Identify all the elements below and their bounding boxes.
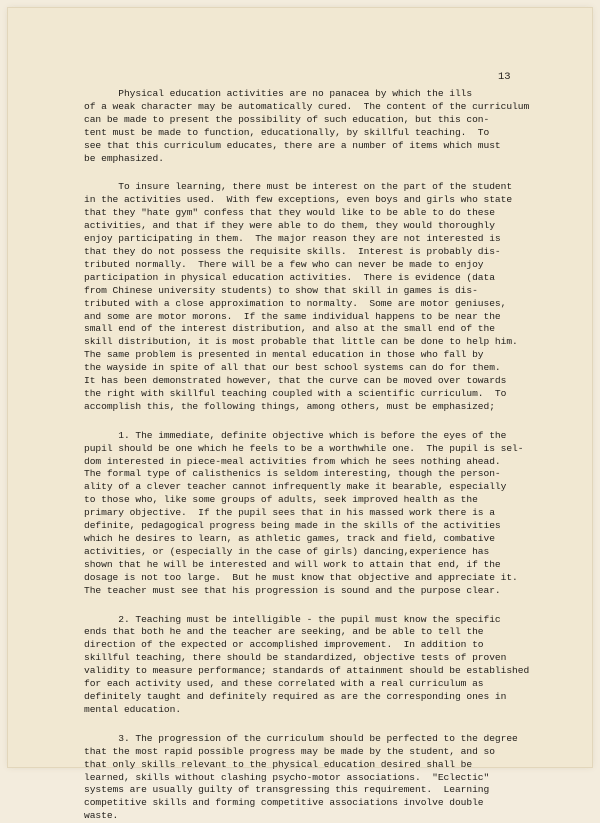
text-line: dom interested in piece-meal activities from which he sees nothing ahead. <box>84 455 501 467</box>
text-line: The teacher must see that his progression is sound and the purpose clear. <box>84 584 501 596</box>
paragraph-item-2 <box>84 614 554 717</box>
text-line: To insure learning, there must be interest on the part of the student <box>84 181 513 193</box>
text-line: 1. The immediate, definite objective which is before the eyes of the <box>84 429 507 441</box>
text-line: 3. The progression of the curriculum should be perfected to the degree <box>84 732 518 744</box>
paragraph-item-1 <box>84 430 554 598</box>
text-line: that the most rapid possible progress may be made by the student, and so <box>84 745 495 757</box>
text-line: for each activity used, and these correlated with a real curriculum as <box>84 678 484 690</box>
text-line: definite, pedagogical progress being made in the skills of the activities <box>84 520 501 532</box>
text-line: systems are usually guilty of transgressing this requirement. Learning <box>84 784 490 796</box>
text-line: waste. <box>84 810 119 822</box>
text-line: small end of the interest distribution, and also at the small end of the <box>84 323 495 335</box>
text-line: from Chinese university students) to show that skill in games is dis- <box>84 284 478 296</box>
text-line: can be made to present the possibility of such education, but this con- <box>84 113 490 125</box>
page-number: 13 <box>498 71 511 83</box>
text-line: dosage is not too large. But he must know that objective and appreciate it. <box>84 571 518 583</box>
paragraph-item-3 <box>84 733 554 823</box>
paragraph-intro <box>84 88 554 165</box>
text-line: competitive skills and forming competitive associations involve double <box>84 797 484 809</box>
text-line: that only skills relevant to the physical education desired shall be <box>84 758 473 770</box>
text-line: pupil should be one which he feels to be a worthwhile one. The pupil is sel- <box>84 442 524 454</box>
text-line: validity to measure performance; standards of attainment should be established <box>84 665 530 677</box>
text-line: ality of a clever teacher cannot infrequently make it bearable, especially <box>84 481 507 493</box>
text-line: learned, skills without clashing psycho-motor associations. "Eclectic" <box>84 771 490 783</box>
text-line: and some are motor morons. If the same individual happens to be near the <box>84 310 501 322</box>
text-line: primary objective. If the pupil sees that in his massed work there is a <box>84 507 495 519</box>
text-line: The formal type of calisthenics is seldom interesting, though the person- <box>84 468 501 480</box>
document-page <box>8 8 592 822</box>
text-line: tributed normally. There will be a few who can never be made to enjoy <box>84 258 484 270</box>
text-line: the right with skillful teaching coupled with a scientific curriculum. To <box>84 387 507 399</box>
text-line: see that this curriculum educates, there are a number of items which must <box>84 139 501 151</box>
text-line: The same problem is presented in mental education in those who fall by <box>84 349 484 361</box>
text-line: activities, and that if they were able to do them, they would thoroughly <box>84 220 495 232</box>
document-body <box>84 88 554 823</box>
text-line: 2. Teaching must be intelligible - the pupil must know the specific <box>84 613 501 625</box>
text-line: activities, or (especially in the case of girls) dancing,experience has <box>84 545 490 557</box>
text-line: participation in physical education activities. There is evidence (data <box>84 271 495 283</box>
text-line: tent must be made to function, educationally, by skillful teaching. To <box>84 126 490 138</box>
text-line: the wayside in spite of all that our best school systems can do for them. <box>84 362 501 374</box>
text-line: tributed with a close approximation to normalty. Some are motor geniuses, <box>84 297 507 309</box>
text-line: definitely taught and definitely required as are the corresponding ones in <box>84 690 507 702</box>
text-line: shown that he will be interested and will work to attain that end, if the <box>84 558 501 570</box>
text-line: accomplish this, the following things, among others, must be emphasized; <box>84 400 495 412</box>
paragraph-interest <box>84 181 554 413</box>
text-line: in the activities used. With few exceptions, even boys and girls who state <box>84 194 513 206</box>
text-line: be emphasized. <box>84 152 164 164</box>
text-line: that they do not possess the requisite skills. Interest is probably dis- <box>84 245 501 257</box>
text-line: ends that both he and the teacher are seeking, and be able to tell the <box>84 626 484 638</box>
text-line: to those who, like some groups of adults, seek improved health as the <box>84 494 478 506</box>
text-line: of a weak character may be automatically cured. The content of the curriculum <box>84 100 530 112</box>
text-line: skill distribution, it is most probable that little can be done to help him. <box>84 336 518 348</box>
text-line: mental education. <box>84 703 182 715</box>
text-line: enjoy participating in them. The major reason they are not interested is <box>84 233 501 245</box>
text-line: Physical education activities are no panacea by which the ills <box>84 88 473 99</box>
text-line: It has been demonstrated however, that the curve can be moved over towards <box>84 375 507 387</box>
text-line: skillful teaching, there should be standardized, objective tests of proven <box>84 652 507 664</box>
text-line: which he desires to learn, as athletic games, track and field, combative <box>84 533 495 544</box>
text-line: direction of the expected or accomplished improvement. In addition to <box>84 639 484 651</box>
text-line: that they "hate gym" confess that they would like to be able to do these <box>84 207 495 219</box>
